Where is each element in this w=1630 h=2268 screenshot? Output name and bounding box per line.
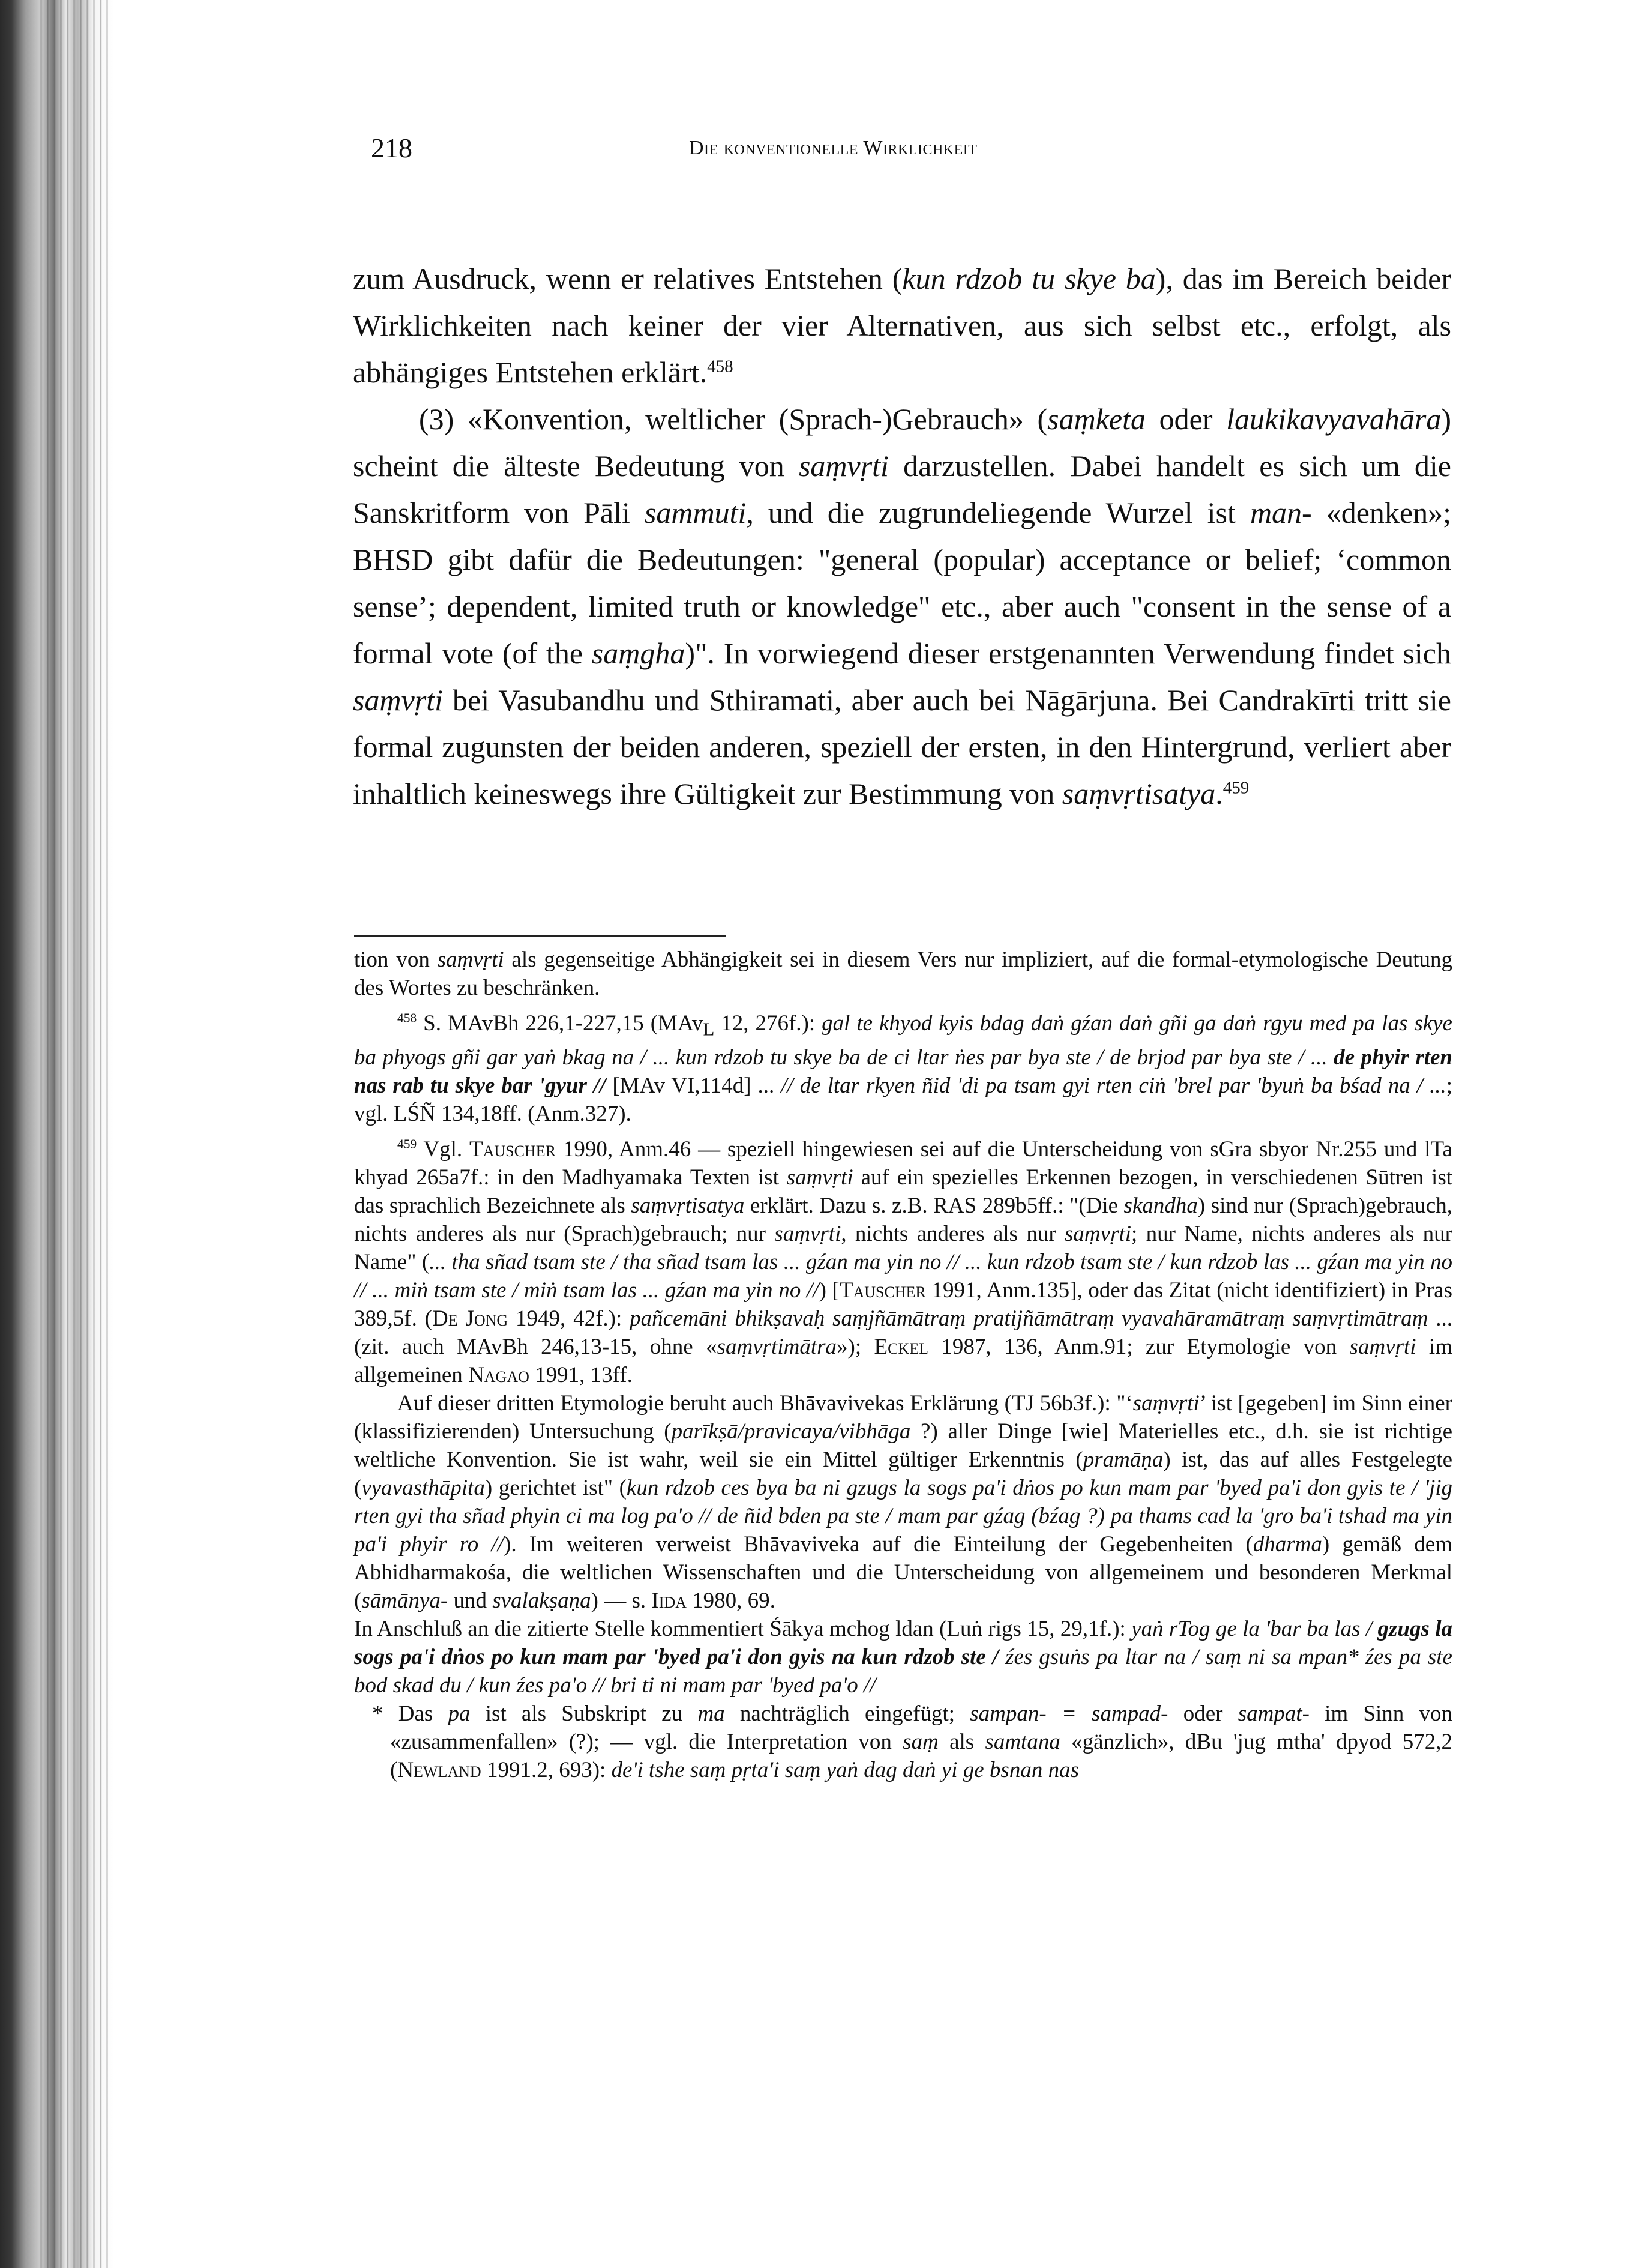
footnote-459-paragraph-3: In Anschluß an die zitierte Stelle kommentiert Śākya mchog ldan (Luṅ rigs 15, 29,1f.): yaṅ rTog ge la 'bar ba las / gzugs la sogs pa'i dṅos po kun mam par 'byed pa'i don gyis na kun rdzob ste / źes gsuṅs pa ltar na / saṃ ni sa mpan* źes pa ste bod skad du / kun źes pa'o // bri ti ni mam par 'byed pa'o // <box>354 1617 1452 1698</box>
footnote-458: $^{458}$ S. MAvBh 226,1-227,15 (MAv$_L$ 12, 276f.): gal te khyod kyis bdag daṅ gźan daṅ gñi ga daṅ rgyu med pa las skye ba phyogs gñi gar yaṅ bkag na / ... kun rdzob tu skye ba de ci ltar ṅes par bya ste / de brjod par bya ste / ... de phyir rten nas rab tu skye bar 'gyur // [MAv VI,114d] ... // de ltar rkyen ñid 'di pa tsam gyi rten ciṅ 'brel par 'byuṅ ba bśad na / ...; vgl. LŚÑ 134,18ff. (Anm.327). <box>354 1010 1453 1127</box>
footnote-459-paragraph-2: Auf dieser dritten Etymologie beruht auch Bhāvavivekas Erklärung (TJ 56b3f.): "‘saṃvṛti’ ist [gegeben] im Sinn einer (klassifizierenden) Untersuchung (parīkṣā/pravicaya/vibhāga ?) aller Dinge [wie] Materielles etc., d.h. sie ist richtige weltliche Konvention. Sie ist wahr, weil sie ein Mittel gültiger Erkenntnis (pramāṇa) ist, das auf alles Festgelegte (vyavasthāpita) gerichtet ist" (kun rdzob ces bya ba ni gzugs la sogs pa'i dṅos po kun mam par 'byed pa'i don gyis te / 'jig rten gyi tha sñad phyin ci ma log pa'o // de ñid bden pa ste / mam par gźag (bźag ?) pa thams cad la 'gro ba'i tshad ma yin pa'i phyir ro //). Im weiteren verweist Bhāvaviveka auf die Einteilung der Gegebenheiten (dharma) gemäß dem Abhidharmakośa, die weltlichen Wissenschaften und die Unterscheidung von allgemeinem und besonderen Merkmal (sāmānya- und svalakṣaṇa) — s. Iida 1980, 69. <box>354 1391 1453 1614</box>
main-text <box>353 255 1451 817</box>
footnote-asterisk: * Das pa ist als Subskript zu ma nachträglich eingefügt; sampan- = sampad- oder sampat- im Sinn von «zusammenfallen» (?); — vgl. die Interpretation von saṃ als samtana «gänzlich», dBu 'jug mtha' dpyod 572,2 (Newland 1991.2, 693): de'i tshe saṃ pṛta'i saṃ yaṅ dag daṅ yi ge bsnan nas <box>372 1701 1453 1783</box>
footnote-ref-458: 458 <box>707 357 733 376</box>
page-number: 218 <box>371 133 412 163</box>
footnote-number: 458 <box>397 1010 417 1025</box>
footnote-459: $^{459}$ Vgl. Tauscher 1990, Anm.46 — speziell hingewiesen sei auf die Unterscheidung von sGra sbyor Nr.255 und lTa khyad 265a7f.: in den Madhyamaka Texten ist saṃvṛti auf ein spezielles Erkennen bezogen, in verschiedenen Sūtren ist das sprachlich Bezeichnete als saṃvṛtisatya erklärt. Dazu s. z.B. RAS 289b5ff.: "(Die skandha) sind nur (Sprach)gebrauch, nichts anderes als nur (Sprach)gebrauch; nur saṃvṛti, nichts anderes als nur saṃvṛti; nur Name, nichts anderes als nur Name" (... tha sñad tsam ste / tha sñad tsam las ... gźan ma yin no // ... kun rdzob tsam ste / kun rdzob las ... gźan ma yin no // ... miṅ tsam ste / miṅ tsam las ... gźan ma yin no //) [Tauscher 1991, Anm.135], oder das Zitat (nicht identifiziert) in Pras 389,5f. (De Jong 1949, 42f.): pañcemāni bhikṣavaḥ saṃjñāmātraṃ pratijñāmātraṃ vyavahāramātraṃ saṃvṛtimātraṃ ... (zit. auch MAvBh 246,13-15, ohne «saṃvṛtimātra»); Eckel 1987, 136, Anm.91; zur Etymologie von saṃvṛti im allgemeinen Nagao 1991, 13ff. <box>354 1137 1452 1388</box>
binding-stripes <box>36 0 108 2268</box>
footnote-number: 459 <box>397 1137 417 1152</box>
footnote-divider <box>354 935 726 937</box>
page-header <box>371 132 1451 174</box>
footnote-ref-459: 459 <box>1222 778 1250 798</box>
footnotes <box>354 946 1452 1784</box>
footnote-continuation: tion von saṃvṛti als gegenseitige Abhängigkeit sei in diesem Vers nur impliziert, auf die formal-etymologische Deutung des Wortes zu beschränken. <box>354 947 1453 1000</box>
paragraph-1: zum Ausdruck, wenn er relatives Entstehen (kun rdzob tu skye ba), das im Bereich beider Wirklichkeiten nach keiner der vier Alternativen, aus sich selbst etc., erfolgt, als abhängiges Entstehen erklärt.$^{458}$ <box>353 262 1451 389</box>
paragraph-2: (3) «Konvention, weltlicher (Sprach-)Gebrauch» (saṃketa oder laukikavyavahāra) scheint die älteste Bedeutung von saṃvṛti darzustellen. Dabei handelt es sich um die Sanskritform von Pāli sammuti, und die zugrundeliegende Wurzel ist man- «denken»; BHSD gibt dafür die Bedeutungen: "general (popular) acceptance or belief; ‘common sense’; dependent, limited truth or knowledge" etc., aber auch "consent in the sense of a formal vote (of the saṃgha)". In vorwiegend dieser erstgenannten Verwendung findet sich saṃvṛti bei Vasubandhu und Sthiramati, aber auch bei Nāgārjuna. Bei Candrakīrti tritt sie formal zugunsten der beiden anderen, speziell der ersten, in den Hintergrund, verliert aber inhaltlich keineswegs ihre Gültigkeit zur Bestimmung von saṃvṛtisatya.$^{459}$ <box>353 402 1451 810</box>
running-title: Die konventionelle Wirklichkeit <box>689 137 978 159</box>
